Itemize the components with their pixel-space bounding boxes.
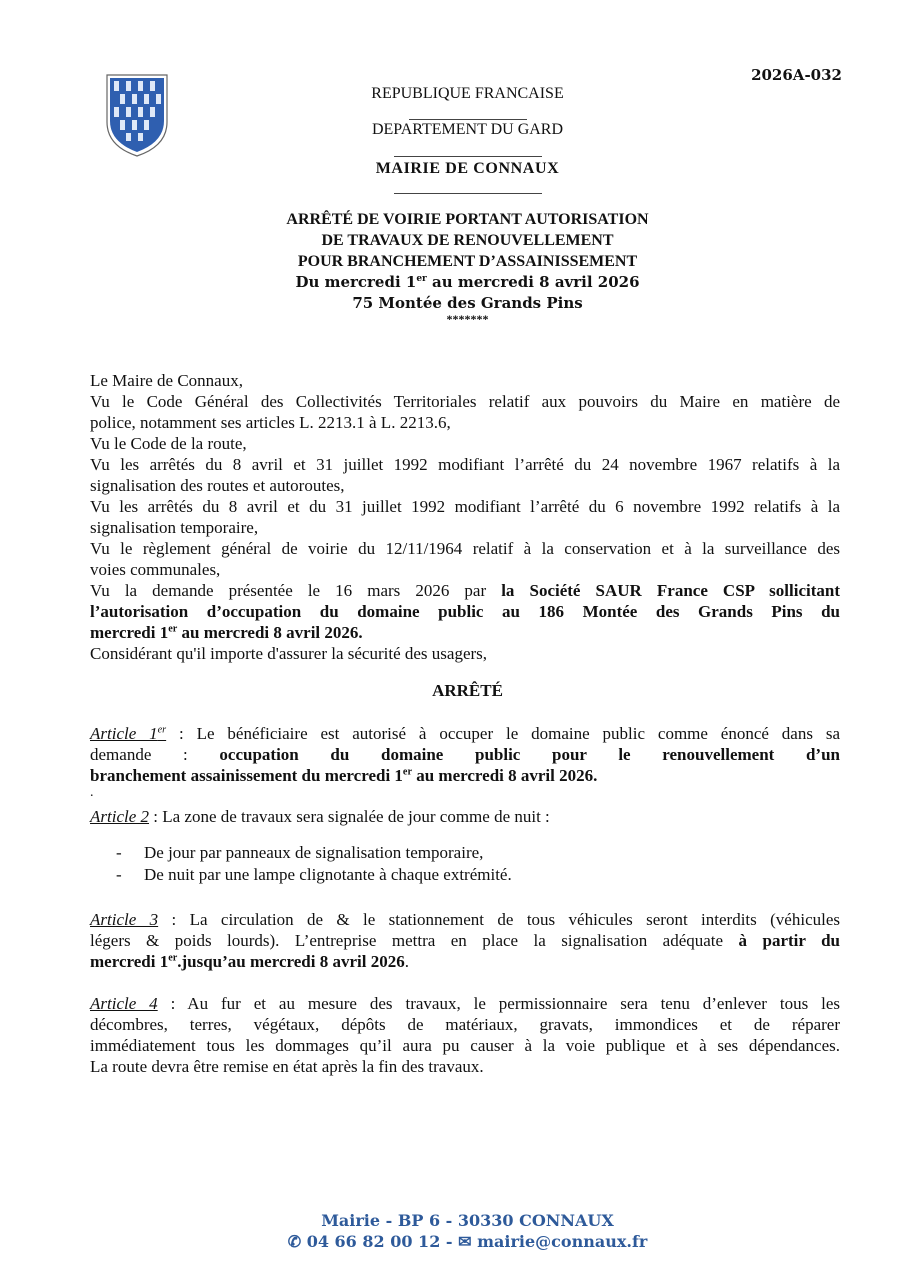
phone-icon: ✆ [287, 1232, 302, 1251]
republic-heading: REPUBLIQUE FRANCAISE [371, 85, 564, 102]
arrete-heading: ARRÊTÉ [432, 681, 503, 700]
preamble [90, 370, 840, 664]
preamble-line: Considérant qu'il importe d'assurer la sécurité des usagers, [90, 644, 488, 663]
preamble-line: signalisation des routes et autoroutes, [90, 476, 345, 495]
title-address: 75 Montée des Grands Pins [352, 294, 583, 312]
preamble-line: Le Maire de Connaux, [90, 371, 243, 390]
title-date: Du mercredi 1er au mercredi 8 avril 2026 [295, 273, 640, 291]
preamble-line: Vu le règlement général de voirie du 12/11/1964 relatif à la conservation et à la surveillance des [90, 539, 840, 558]
article-label: Article 2 [90, 807, 150, 826]
article-4: Article 4 : Au fur et au mesure des travaux, le permissionnaire sera tenu d’enlever tous les décombres, terres, végétaux, dépôts de matériaux, gravats, immondices et de réparer immédiatement tous les dommages qu’il aura pu causer à la voie publique et à ses dépendances. La route devra être remise en état après la fin des travaux. [90, 994, 840, 1076]
list-item: - De jour par panneaux de signalisation temporaire, [116, 843, 484, 862]
mairie-heading: MAIRIE DE CONNAUX [375, 160, 560, 177]
article-2-list [116, 842, 512, 886]
footer-contact [0, 1231, 900, 1252]
divider [394, 193, 542, 194]
title-line: ARRÊTÉ DE VOIRIE PORTANT AUTORISATION [286, 211, 649, 228]
preamble-line: voies communales, [90, 560, 221, 579]
document-reference: 2026A-032 [751, 66, 842, 84]
article-2: Article 2 : La zone de travaux sera signalée de jour comme de nuit : [90, 807, 550, 826]
envelope-icon: ✉ [458, 1232, 472, 1251]
preamble-line: Vu la demande présentée le 16 mars 2026 par la Société SAUR France CSP sollicitant [90, 581, 841, 600]
title-stars: ******* [446, 312, 489, 326]
preamble-line: Vu les arrêtés du 8 avril et 31 juillet 1992 modifiant l’arrêté du 24 novembre 1967 relatifs à la [90, 455, 840, 474]
footer-phone: 04 66 82 00 12 - [301, 1232, 459, 1251]
divider [409, 119, 527, 120]
footer-address: Mairie - BP 6 - 30330 CONNAUX [321, 1211, 614, 1230]
department-heading: DEPARTEMENT DU GARD [371, 121, 564, 138]
article-3: Article 3 : La circulation de & le stationnement de tous véhicules seront interdits (véhicules légers & poids lourds). L’entreprise mettra en place la signalisation adéquate à partir du mercredi 1er.jusqu’au mercredi 8 avril 2026. [90, 910, 840, 971]
title-line: POUR BRANCHEMENT D’ASSAINISSEMENT [297, 253, 638, 270]
preamble-line: mercredi 1er au mercredi 8 avril 2026. [90, 623, 363, 642]
preamble-line: signalisation temporaire, [90, 518, 259, 537]
preamble-line: Vu le Code de la route, [90, 434, 247, 453]
divider [394, 156, 542, 157]
article-label: Article 4 [90, 994, 158, 1013]
list-item: - De nuit par une lampe clignotante à chaque extrémité. [116, 865, 512, 884]
preamble-line: Vu les arrêtés du 8 avril et du 31 juillet 1992 modifiant l’arrêté du 6 novembre 1992 relatifs à la [90, 497, 840, 516]
decree-title [0, 209, 900, 324]
article-label: Article 3 [90, 910, 159, 929]
preamble-line: Vu le Code Général des Collectivités Territoriales relatif aux pouvoirs du Maire en matière de [90, 392, 840, 411]
title-line: DE TRAVAUX DE RENOUVELLEMENT [321, 232, 614, 249]
article-label: Article 1er [90, 724, 167, 743]
article-1: Article 1er : Le bénéficiaire est autorisé à occuper le domaine public comme énoncé dans sa demande : occupation du domaine public pour le renouvellement d’un branchement assainissement du mercredi 1er au mercredi 8 avril 2026. [90, 724, 840, 785]
preamble-line: l’autorisation d’occupation du domaine public au 186 Montée des Grands Pins du [90, 602, 840, 621]
footer [0, 1210, 900, 1252]
stray-dot: . [90, 785, 94, 800]
footer-email[interactable]: mairie@connaux.fr [471, 1232, 648, 1251]
preamble-line: police, notamment ses articles L. 2213.1 à L. 2213.6, [90, 413, 451, 432]
